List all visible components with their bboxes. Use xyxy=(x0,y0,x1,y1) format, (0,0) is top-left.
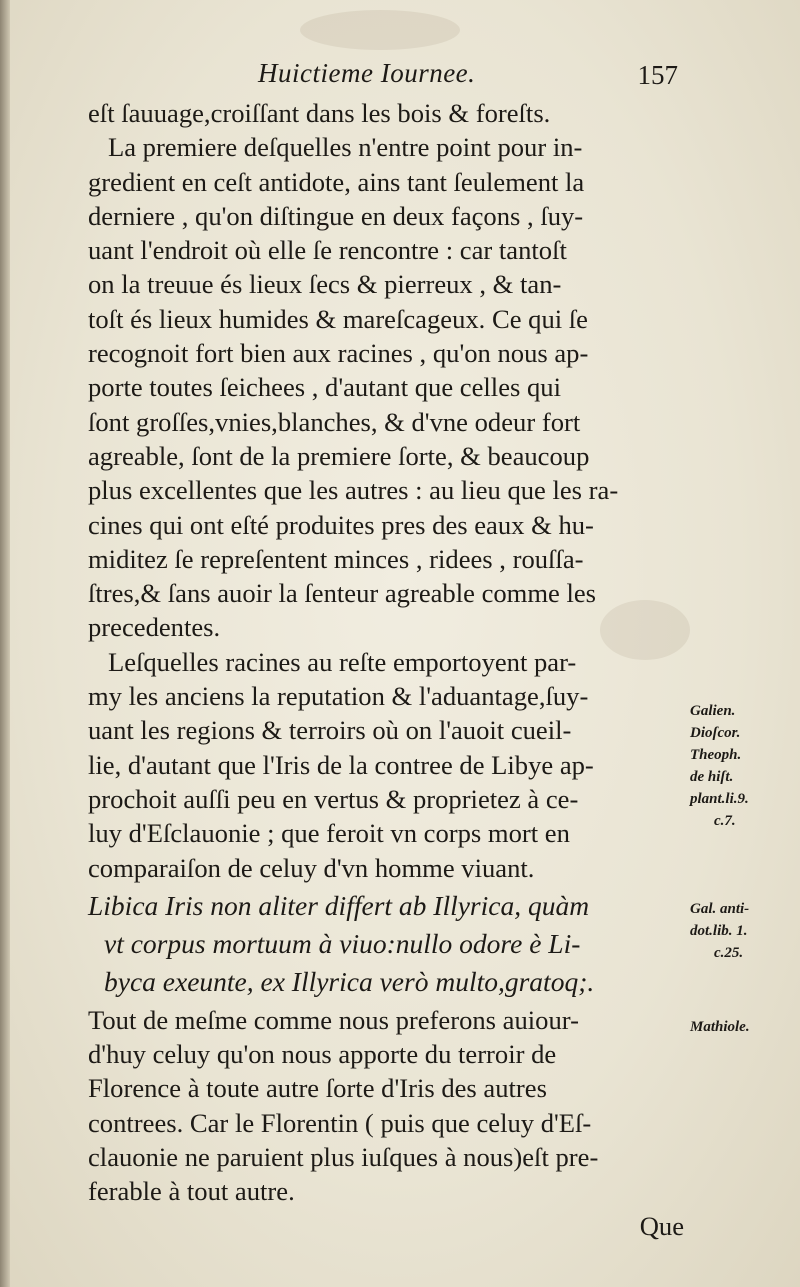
margin-note-line: c.7. xyxy=(714,813,736,829)
catchword: Que xyxy=(639,1210,684,1241)
margin-note-gal-antidot xyxy=(690,898,749,964)
margin-note-line: c.25. xyxy=(714,945,744,961)
text-line: gredient en ceſt antidote, ains tant ſeulement la xyxy=(88,166,585,197)
margin-note-line: plant.li.9. xyxy=(690,791,749,807)
text-line: contrees. Car le Florentin ( puis que celuy d'Eſ- xyxy=(88,1107,592,1138)
text-line: eſt ſauuage,croiſſant dans les bois & foreſts. xyxy=(88,98,551,128)
text-line: luy d'Eſclauonie ; que feroit vn corps mort en xyxy=(88,818,570,849)
margin-note-line: Dioſcor. xyxy=(690,725,741,741)
text-line: ſtres,& ſans auoir la ſenteur agreable comme les xyxy=(88,578,597,609)
paper-stain xyxy=(300,10,460,50)
text-line: ſont groſſes,vnies,blanches, & d'vne odeur fort xyxy=(88,406,581,437)
text-line: d'huy celuy qu'on nous apporte du terroir de xyxy=(88,1039,557,1070)
quote-line: Libica Iris non aliter differt ab Illyrica, quàm xyxy=(88,889,590,921)
text-line: ferable à tout autre. xyxy=(88,1176,295,1207)
text-line: cines qui ont eſté produites pres des eaux & hu- xyxy=(88,509,594,540)
text-line: derniere , qu'on diſtingue en deux façons , ſuy- xyxy=(88,200,584,231)
text-line: La premiere deſquelles n'entre point pour in- xyxy=(88,132,583,163)
text-line: agreable, ſont de la premiere ſorte, & beaucoup xyxy=(88,440,590,471)
text-line: lie, d'autant que l'Iris de la contree de Libye ap- xyxy=(88,749,594,780)
text-line: plus excellentes que les autres : au lieu que les ra- xyxy=(88,475,619,506)
text-line: toſt és lieux humides & mareſcageux. Ce qui ſe xyxy=(88,303,588,334)
margin-note-line: de hiſt. xyxy=(690,769,734,785)
text-line: recognoit fort bien aux racines , qu'on nous ap- xyxy=(88,338,589,369)
margin-note-mathiole xyxy=(690,1016,750,1038)
text-line: Tout de meſme comme nous preferons auiour- xyxy=(88,1004,579,1035)
margin-note-line: dot.lib. 1. xyxy=(690,923,748,939)
text-line: clauonie ne paruient plus iuſques à nous)eſt pre- xyxy=(88,1142,599,1173)
text-line: precedentes. xyxy=(88,612,221,643)
page-header xyxy=(258,58,678,98)
margin-note-line: Galien. xyxy=(690,703,736,719)
text-line: prochoit auſſi peu en vertus & proprietez à ce- xyxy=(88,783,579,814)
text-line: uant l'endroit où elle ſe rencontre : car tantoſt xyxy=(88,235,567,266)
quote-line: vt corpus mortuum à viuo:nullo odore è Li- xyxy=(104,927,581,959)
text-line: porte toutes ſeichees , d'autant que celles qui xyxy=(88,372,561,403)
quote-line: byca exeunte, ex Illyrica verò multo,gratoq;. xyxy=(104,965,595,997)
text-line: my les anciens la reputation & l'aduantage,ſuy- xyxy=(88,681,589,712)
text-line: on la treuue és lieux ſecs & pierreux , & tan- xyxy=(88,269,562,300)
page-binding-edge xyxy=(0,0,10,1287)
text-line: Leſquelles racines au reſte emportoyent par- xyxy=(88,646,577,677)
margin-note-galien xyxy=(690,700,749,832)
margin-note-line: Gal. anti- xyxy=(690,901,750,917)
latin-quotation xyxy=(88,887,688,1001)
page-number: 157 xyxy=(637,60,678,90)
text-line: comparaiſon de celuy d'vn homme viuant. xyxy=(88,852,535,883)
text-line: uant les regions & terroirs où on l'auoit cueil- xyxy=(88,715,572,746)
text-line: Florence à toute autre ſorte d'Iris des autres xyxy=(88,1073,547,1104)
running-title: Huictieme Iournee. xyxy=(258,58,476,88)
main-text-block xyxy=(88,96,688,1243)
margin-note-line: Theoph. xyxy=(690,747,742,763)
text-line: miditez ſe repreſentent minces , ridees , rouſſa- xyxy=(88,543,584,574)
margin-note-line: Mathiole. xyxy=(690,1019,750,1035)
